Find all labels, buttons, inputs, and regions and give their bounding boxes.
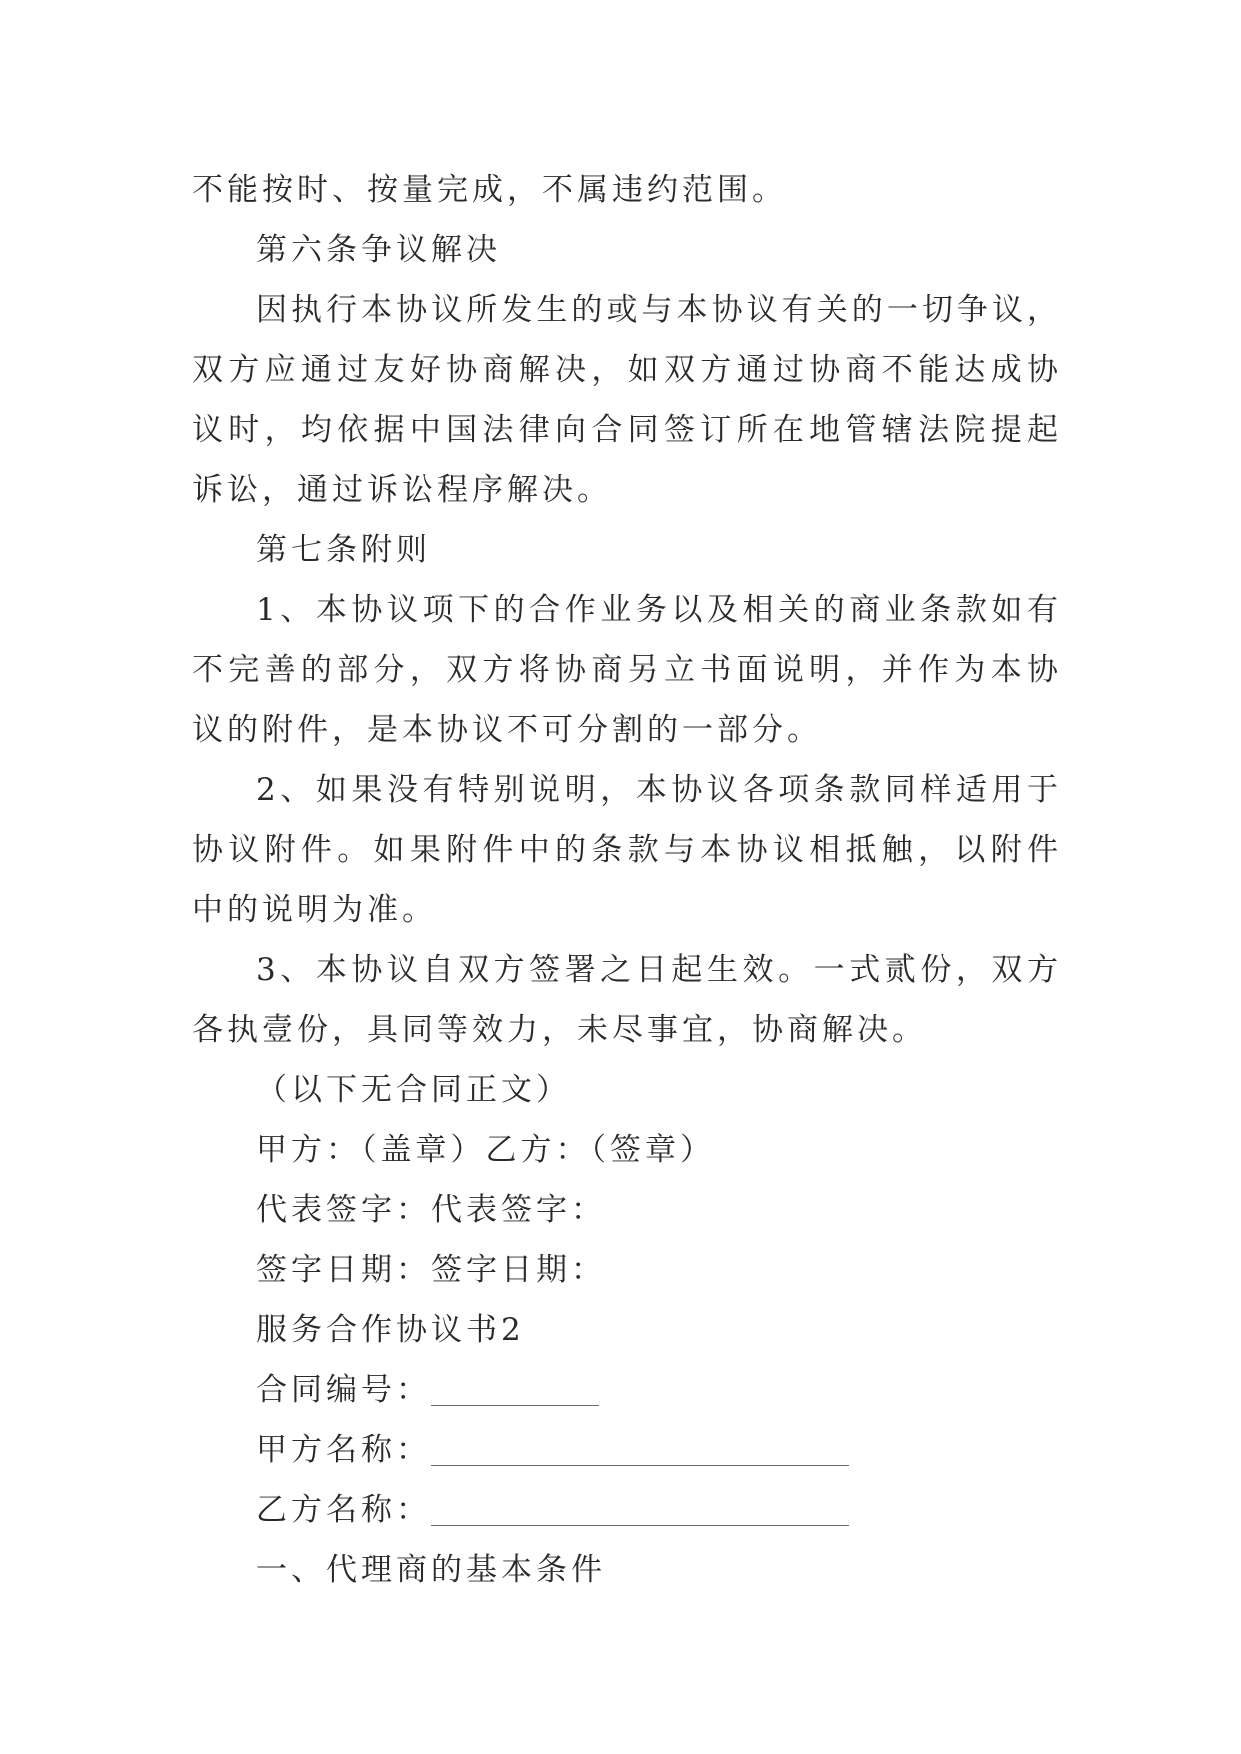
- representative-signature-line: 代表签字：代表签字：: [256, 1192, 606, 1228]
- clause-1: 1、本协议项下的合作业务以及相关的商业条款如有不完善的部分，双方将协商另立书面说明，并作为本协议的附件，是本协议不可分割的一部分。: [192, 592, 1062, 748]
- party-a-name-label: 甲方名称：: [256, 1432, 431, 1468]
- party-b-name-row: [192, 1480, 1062, 1540]
- contract-number-label: 合同编号：: [256, 1372, 431, 1408]
- section-1-heading: 一、代理商的基本条件: [256, 1552, 606, 1588]
- article-7-heading: 第七条附则: [256, 532, 431, 568]
- paragraph-dispute-resolution: 因执行本协议所发生的或与本协议有关的一切争议，双方应通过友好协商解决，如双方通过协商不能达成协议时，均依据中国法律向合同签订所在地管辖法院提起诉讼，通过诉讼程序解决。: [192, 292, 1062, 508]
- party-b-name-label: 乙方名称：: [256, 1492, 431, 1528]
- document-page: [192, 160, 1062, 1600]
- clause-3: 3、本协议自双方签署之日起生效。一式贰份，双方各执壹份，具同等效力，未尽事宜，协商解决。: [192, 952, 1062, 1048]
- no-more-text-note: （以下无合同正文）: [256, 1072, 571, 1108]
- paragraph-continuation: 不能按时、按量完成，不属违约范围。: [192, 172, 787, 208]
- contract-number-blank: [431, 1365, 599, 1406]
- party-a-name-blank: [431, 1425, 849, 1466]
- signature-date-line: 签字日期：签字日期：: [256, 1252, 606, 1288]
- contract-number-row: [192, 1360, 1062, 1420]
- article-6-heading: 第六条争议解决: [256, 232, 501, 268]
- party-a-name-row: [192, 1420, 1062, 1480]
- second-agreement-title: 服务合作协议书2: [256, 1312, 525, 1348]
- clause-2: 2、如果没有特别说明，本协议各项条款同样适用于协议附件。如果附件中的条款与本协议相抵触，以附件中的说明为准。: [192, 772, 1062, 928]
- seal-line: 甲方：（盖章）乙方：（签章）: [256, 1132, 715, 1168]
- party-b-name-blank: [431, 1485, 849, 1526]
